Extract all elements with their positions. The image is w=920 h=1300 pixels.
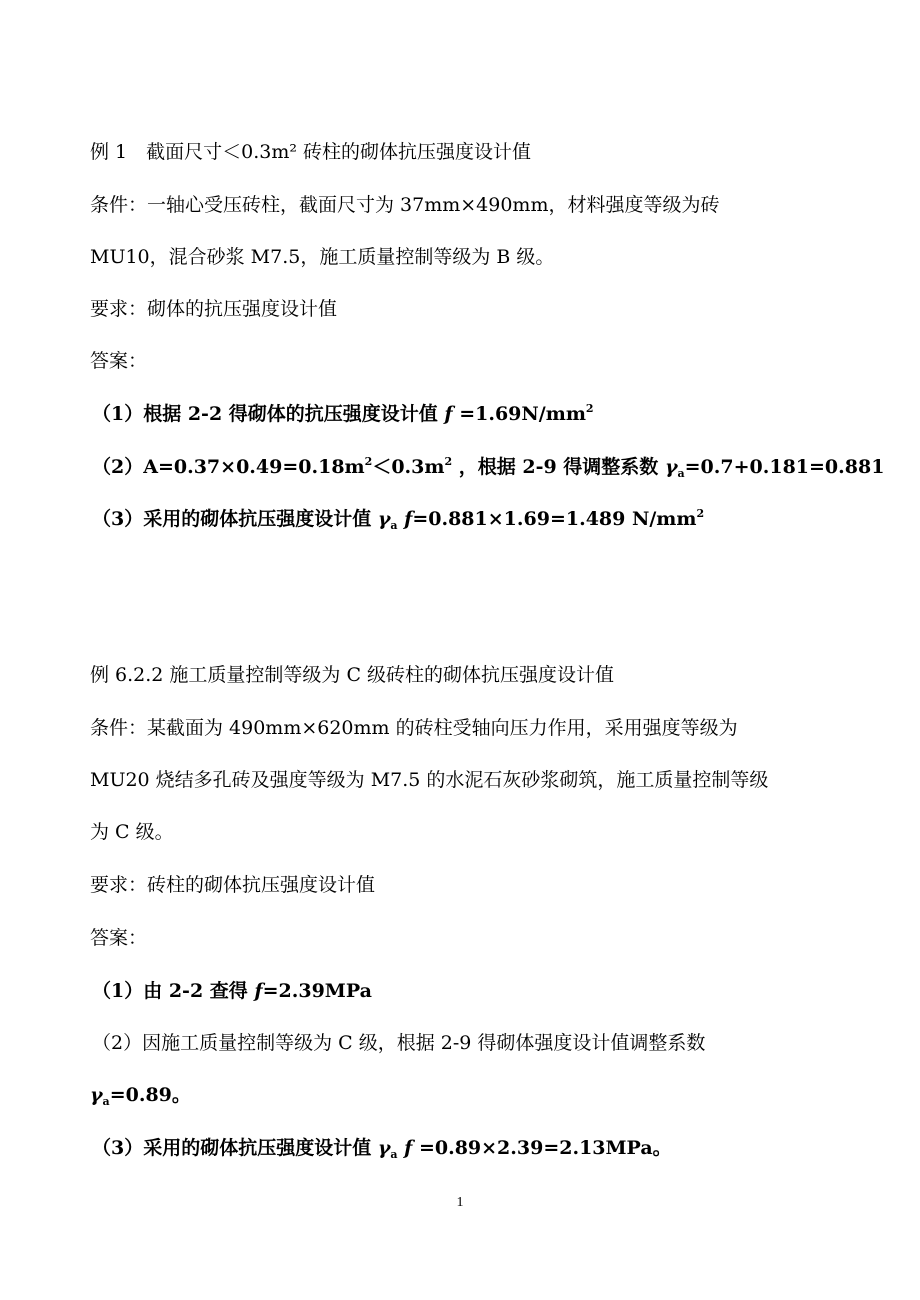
step1-value: =1.69N/mm: [452, 403, 586, 425]
step2-compare: ＜0.3m: [372, 456, 445, 478]
example1-step3: [92, 507, 704, 531]
gamma-symbol: γ: [377, 1137, 391, 1159]
step1-text: （1）根据 2-2 得砌体的抗压强度设计值: [92, 403, 445, 425]
example1-step2: [92, 455, 884, 479]
subscript: a: [102, 1095, 110, 1108]
step2-value: =0.7+0.181=0.881: [684, 456, 885, 478]
step1-text: （1）由 2-2 查得: [92, 980, 255, 1002]
page-number: 1: [456, 1195, 464, 1210]
example2-requirement: 要求：砖柱的砌体抗压强度设计值: [90, 874, 376, 896]
gamma-symbol: γ: [664, 456, 678, 478]
example2-step2-line1: （2）因施工质量控制等级为 C 级，根据 2-9 得砌体强度设计值调整系数: [92, 1032, 706, 1054]
example2-answer-label: 答案：: [90, 927, 148, 949]
step3-text: （3）采用的砌体抗压强度设计值: [92, 508, 378, 530]
step3-value: =0.881×1.69=1.489 N/mm: [412, 508, 697, 530]
example2-condition-line2: MU20 烧结多孔砖及强度等级为 M7.5 的水泥石灰砂浆砌筑，施工质量控制等级: [90, 769, 769, 791]
subscript: a: [390, 1148, 398, 1161]
strength-symbol-f: f: [444, 403, 453, 425]
step3-value: =0.89×2.39=2.13MPa。: [412, 1137, 672, 1159]
example2-condition-line1: 条件：某截面为 490mm×620mm 的砖柱受轴向压力作用，采用强度等级为: [90, 717, 738, 739]
example2-step3: [92, 1136, 672, 1160]
superscript: 2: [444, 455, 453, 468]
step1-value: =2.39MPa: [262, 980, 372, 1002]
example2-step2-line2: [90, 1083, 191, 1107]
gamma-symbol: γ: [377, 508, 391, 530]
step2-value: =0.89。: [109, 1084, 191, 1106]
step2-area: （2）A=0.37×0.49=0.18m: [92, 456, 365, 478]
superscript: 2: [585, 402, 594, 415]
strength-symbol-f: f: [397, 508, 413, 530]
example2-condition-line3: 为 C 级。: [90, 821, 174, 843]
subscript: a: [390, 519, 398, 532]
example1-requirement: 要求：砌体的抗压强度设计值: [90, 298, 338, 320]
example1-answer-label: 答案：: [90, 350, 148, 372]
subscript: a: [677, 467, 685, 480]
example1-title: 例 1 截面尺寸＜0.3m² 砖柱的砌体抗压强度设计值: [90, 141, 532, 163]
gamma-symbol: γ: [90, 1084, 103, 1106]
step3-text: （3）采用的砌体抗压强度设计值: [92, 1137, 378, 1159]
strength-symbol-f: f: [254, 980, 263, 1002]
example1-condition-line2: MU10，混合砂浆 M7.5，施工质量控制等级为 B 级。: [90, 246, 555, 268]
strength-symbol-f: f: [397, 1137, 413, 1159]
superscript: 2: [364, 455, 373, 468]
example2-title: 例 6.2.2 施工质量控制等级为 C 级砖柱的砌体抗压强度设计值: [90, 664, 615, 686]
example2-step1: [92, 979, 372, 1003]
example1-condition-line1: 条件：一轴心受压砖柱，截面尺寸为 37mm×490mm，材料强度等级为砖: [90, 194, 720, 216]
superscript: 2: [696, 507, 705, 520]
example1-step1: [92, 402, 594, 426]
step2-text: ，根据 2-9 得调整系数: [452, 456, 665, 478]
